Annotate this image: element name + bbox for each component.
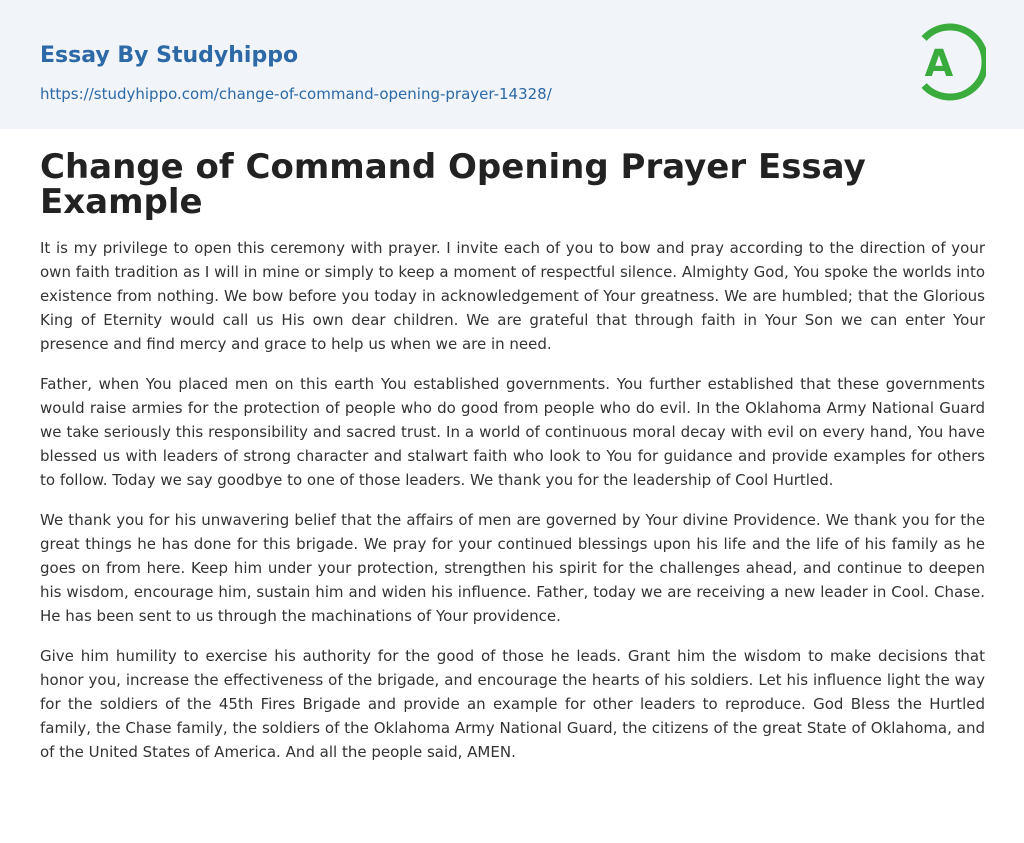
essay-url-link[interactable]: https://studyhippo.com/change-of-command-opening-prayer-14328/ (40, 85, 552, 103)
site-title: Essay By Studyhippo (40, 43, 299, 68)
site-header (0, 0, 1024, 129)
studyhippo-logo (912, 18, 986, 106)
essay-paragraph: Father, when You placed men on this earth You established governments. You further established that these governments would raise armies for the protection of people who do good from people who do evil. In the Oklahoma Army National Guard we take seriously this responsibility and sacred trust. In a world of continuous moral decay with evil on every hand, You have blessed us with leaders of strong character and stalwart faith who look to You for guidance and provide examples for others to follow. Today we say goodbye to one of those leaders. We thank you for the leadership of Cool Hurtled. (40, 375, 985, 489)
logo-letter: A (924, 42, 954, 85)
page-title: Change of Command Opening Prayer Essay Example (40, 147, 866, 222)
essay-body (40, 236, 985, 764)
essay-article (40, 147, 985, 780)
essay-paragraph: Give him humility to exercise his authority for the good of those he leads. Grant him the wisdom to make decisions that honor you, increase the effectiveness of the brigade, and encourage the hearts of his soldiers. Let his influence light the way for the soldiers of the 45th Fires Brigade and provide an example for other leaders to reproduce. God Bless the Hurtled family, the Chase family, the soldiers of the Oklahoma Army National Guard, the citizens of the great State of Oklahoma, and of the United States of America. And all the people said, AMEN. (40, 647, 985, 761)
essay-paragraph: We thank you for his unwavering belief that the affairs of men are governed by Your divine Providence. We thank you for the great things he has done for this brigade. We pray for your continued blessings upon his life and the life of his family as he goes on from here. Keep him under your protection, strengthen his spirit for the challenges ahead, and continue to deepen his wisdom, encourage him, sustain him and widen his influence. Father, today we are receiving a new leader in Cool. Chase. He has been sent to us through the machinations of Your providence. (40, 511, 985, 625)
essay-paragraph: It is my privilege to open this ceremony with prayer. I invite each of you to bow and pray according to the direction of your own faith tradition as I will in mine or simply to keep a moment of respectful silence. Almighty God, You spoke the worlds into existence from nothing. We bow before you today in acknowledgement of Your greatness. We are humbled; that the Glorious King of Eternity would call us His own dear children. We are grateful that through faith in Your Son we can enter Your presence and find mercy and grace to help us when we are in need. (40, 239, 985, 353)
